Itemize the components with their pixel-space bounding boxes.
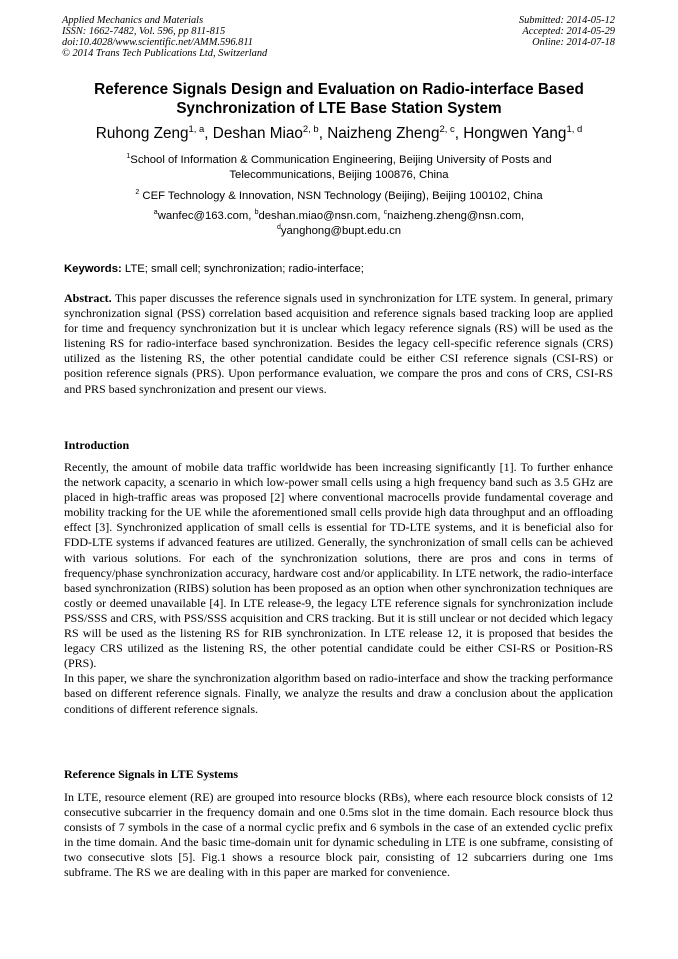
author-name: Ruhong Zeng <box>95 125 189 142</box>
introduction-body <box>64 460 613 717</box>
keywords-text: LTE; small cell; synchronization; radio-interface; <box>121 263 364 275</box>
reference-signals-paragraph-1: In LTE, resource element (RE) are grouped into resource blocks (RBs), where each resource block consists of 12 consecutive subcarrier in the frequency domain and one 0.5ms slot in the time domain. Each resource block thus consists of 7 symbols in the case of a normal cyclic prefix and 6 symbols in the case of an extended cyclic prefix in the time domain. And the basic time-domain unit for dynamic scheduling in LTE is one subframe, consisting of two consecutive slots [5]. Fig.1 shows a resource block pair, consisting of 12 subcarriers during one 1ms subframe. The RS we are dealing with in this paper are marked for convenience. <box>64 790 613 880</box>
section-heading-introduction: Introduction <box>64 438 130 452</box>
author-separator: , <box>318 125 328 142</box>
keywords-label: Keywords: <box>64 263 122 275</box>
email-a-mark: a <box>153 209 158 217</box>
author-list <box>40 124 638 144</box>
online-date: Online: 2014-07-18 <box>532 37 615 48</box>
email-b: deshan.miao@nsn.com, <box>258 210 384 222</box>
affiliation-1 <box>60 153 618 183</box>
journal-copyright: © 2014 Trans Tech Publications Ltd, Switzerland <box>62 48 268 59</box>
accepted-date: Accepted: 2014-05-29 <box>522 26 615 37</box>
author-affiliation-mark: 1, a <box>188 123 205 135</box>
keywords <box>64 262 364 276</box>
author-name: Deshan Miao <box>212 125 303 142</box>
abstract-label: Abstract. <box>64 291 112 305</box>
section-heading-reference-signals: Reference Signals in LTE Systems <box>64 767 239 781</box>
email-c: naizheng.zheng@nsn.com, <box>387 210 525 222</box>
author-affiliation-mark: 1, d <box>566 123 583 135</box>
email-d-mark: d <box>276 224 281 232</box>
email-a: wanfec@163.com, <box>157 210 255 222</box>
title-line-1: Reference Signals Design and Evaluation on Radio-interface Based <box>94 81 584 98</box>
journal-header <box>62 15 267 59</box>
email-d: yanghong@bupt.edu.cn <box>280 225 402 237</box>
dates-header <box>519 15 615 48</box>
paper-title <box>40 80 638 118</box>
author-name: Naizheng Zheng <box>327 125 440 142</box>
introduction-paragraph-1: Recently, the amount of mobile data traffic worldwide has been increasing significantly [1]. To further enhance the network capacity, a scenario in which low-power small cells using a high frequency band such as 3.5 GHz are placed in high-traffic areas was proposed [2] where conventional macrocells provide fundamental coverage and mobility tracking for the UE while the aforementioned small cells provide high data throughput and an offloading effect [3]. Synchronized application of small cells is essential for TD-LTE systems, and it is beneficial also for FDD-LTE systems if advanced features are utilized. Generally, the synchronization of small cells can be achieved with various solutions. For each of the synchronization solutions, there are pros and cons in terms of frequency/phase synchronization accuracy, hardware cost and/or applicability. In LTE network, the radio-interface based synchronization (RIBS) solution has been proposed as an option when other synchronization techniques are costly or deemed unavailable [4]. In LTE release-9, the legacy LTE reference signals for synchronization include PSS/SSS and CRS, with PSS/SSS acquisition and CRS tracking. But it is still unclear or not decided which legacy RS will be used as the listening RS for RIB synchronization. In LTE release 12, it is proposed that besides the legacy CRS utilized as the listening RS, the other potential candidate could be either CSI-RS or Position-RS (PRS). <box>64 460 613 671</box>
journal-name: Applied Mechanics and Materials <box>62 15 204 26</box>
author-affiliation-mark: 2, c <box>439 123 455 135</box>
email-b-mark: b <box>254 209 259 217</box>
author-emails <box>60 209 618 239</box>
abstract-text: This paper discusses the reference signals used in synchronization for LTE system. In general, primary synchronization signal (PSS) correlation based acquisition and reference signals based tracking loop are applied for time and frequency synchronization but it is unclear which legacy reference signals (RS) will be used as the listening RS for radio-interface based synchronization. Besides the legacy cell-specific reference signals (CRS) utilized as the listening RS, the other potential candidate could be either CSI reference signals (CSI-RS) or position reference signals (PRS). Upon performance evaluation, we compare the pros and cons of CRS, CSI-RS and PRS based synchronization and present our views. <box>64 291 613 396</box>
journal-doi: doi:10.4028/www.scientific.net/AMM.596.811 <box>62 37 253 48</box>
abstract <box>64 291 613 397</box>
title-line-2: Synchronization of LTE Base Station System <box>176 100 502 117</box>
email-c-mark: c <box>383 209 388 217</box>
journal-issn: ISSN: 1662-7482, Vol. 596, pp 811-815 <box>62 26 226 37</box>
author-separator: , <box>204 125 213 142</box>
author-name: Hongwen Yang <box>463 125 567 142</box>
affiliation-1-mark: 1 <box>126 153 131 161</box>
submitted-date: Submitted: 2014-05-12 <box>518 15 615 26</box>
affiliation-2-mark: 2 <box>135 189 140 197</box>
affiliation-2-text: CEF Technology & Innovation, NSN Technology (Beijing), Beijing 100102, China <box>139 190 543 202</box>
introduction-paragraph-2: In this paper, we share the synchronization algorithm based on radio-interface and show the tracking performance based on different reference signals. Finally, we analyze the results and draw a conclusion about the application conditions of different reference signals. <box>64 671 613 716</box>
author-affiliation-mark: 2, b <box>302 123 319 135</box>
affiliation-2 <box>60 189 618 204</box>
author-separator: , <box>454 125 464 142</box>
affiliation-1-line-2: Telecommunications, Beijing 100876, China <box>229 169 449 181</box>
affiliation-1-line-1: School of Information & Communication Engineering, Beijing University of Posts and <box>130 154 552 166</box>
